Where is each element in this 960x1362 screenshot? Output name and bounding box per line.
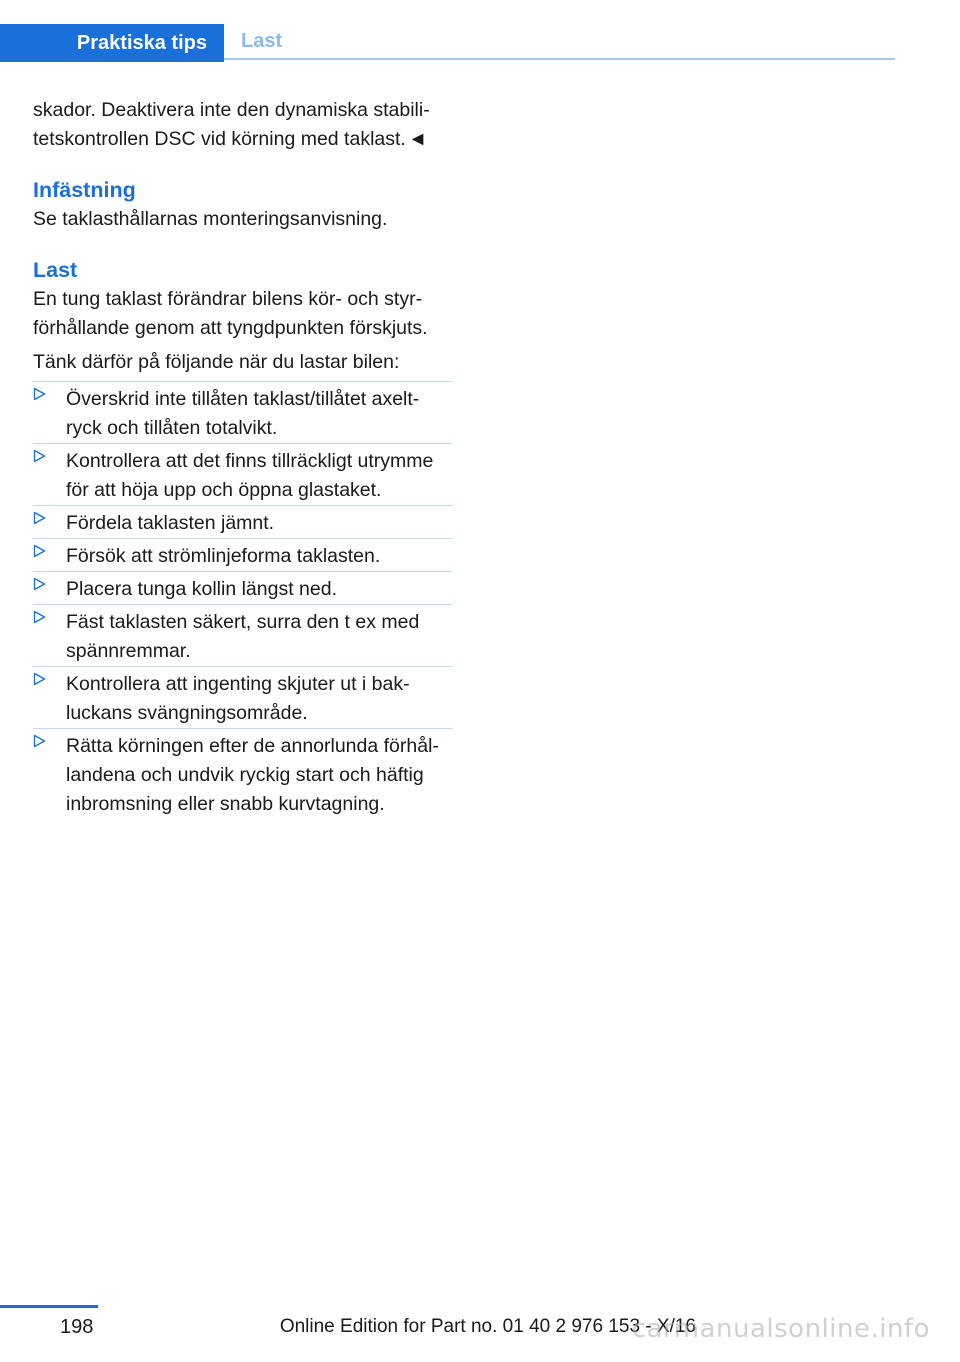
triangle-bullet-icon: [33, 672, 47, 686]
list-item-text: spännremmar.: [66, 640, 191, 662]
list-item-text: Kontrollera att det finns tillräckligt utrymme: [66, 450, 434, 472]
triangle-bullet-icon: [33, 734, 47, 748]
list-item: [33, 571, 453, 604]
section-text-mounting: Se taklasthållarnas monteringsanvisning.: [33, 208, 388, 230]
list-item: [33, 728, 453, 819]
section-tab: [0, 24, 224, 62]
triangle-bullet-icon: [33, 544, 47, 558]
list-intro: Tänk därför på följande när du lastar bilen:: [33, 351, 400, 373]
section-tab-label: Praktiska tips: [76, 31, 207, 54]
load-line-2: förhållande genom att tyngdpunkten förskjuts.: [33, 317, 428, 339]
triangle-bullet-icon: [33, 610, 47, 624]
edition-text: Online Edition for Part no. 01 40 2 976 153 - X/16: [279, 1316, 696, 1337]
list-item-text: Kontrollera att ingenting skjuter ut i bak‐: [66, 673, 410, 695]
list-item-text: Överskrid inte tillåten taklast/tillåtet axelt‐: [66, 388, 420, 410]
list-item: [33, 666, 453, 728]
triangle-bullet-icon: [33, 577, 47, 591]
list-item-text: Försök att strömlinjeforma taklasten.: [66, 545, 381, 567]
list-item-text: Fördela taklasten jämnt.: [66, 512, 275, 534]
footer-rule: [0, 1305, 98, 1308]
load-tips-list: [33, 381, 453, 819]
list-item: [33, 443, 453, 505]
main-content: [33, 96, 453, 819]
triangle-bullet-icon: [33, 449, 47, 463]
watermark: carmanualsonline.info: [631, 1314, 930, 1344]
list-item: [33, 505, 453, 538]
list-item-text: ryck och tillåten totalvikt.: [66, 417, 278, 439]
list-item-text: luckans svängningsområde.: [66, 702, 308, 724]
section-heading-load: Last: [33, 258, 78, 282]
end-mark-icon: ◄: [407, 128, 428, 150]
list-item-text: Rätta körningen efter de annorlunda förhål‐: [66, 735, 439, 757]
intro-line-1: skador. Deaktivera inte den dynamiska stabili‐: [33, 99, 430, 121]
load-line-1: En tung taklast förändrar bilens kör- och styr‐: [33, 288, 423, 310]
intro-paragraph: [33, 96, 453, 154]
list-item-text: landena och undvik ryckig start och häftig: [66, 764, 424, 786]
page-number: 198: [60, 1316, 94, 1338]
subsection-tab: [224, 24, 895, 60]
triangle-bullet-icon: [33, 387, 47, 401]
subsection-tab-label: Last: [241, 29, 283, 52]
list-item-text: Placera tunga kollin längst ned.: [66, 578, 338, 600]
list-item-text: Fäst taklasten säkert, surra den t ex med: [66, 611, 420, 633]
list-item: [33, 604, 453, 666]
section-heading-mounting: Infästning: [33, 178, 136, 202]
section-text-load: [33, 285, 453, 343]
page-header: [0, 24, 895, 62]
list-item: [33, 381, 453, 443]
intro-line-2: tetskontrollen DSC vid körning med taklast.: [33, 128, 406, 150]
list-item: [33, 538, 453, 571]
list-item-text: för att höja upp och öppna glastaket.: [66, 479, 382, 501]
list-item-text: inbromsning eller snabb kurvtagning.: [66, 793, 385, 815]
triangle-bullet-icon: [33, 511, 47, 525]
